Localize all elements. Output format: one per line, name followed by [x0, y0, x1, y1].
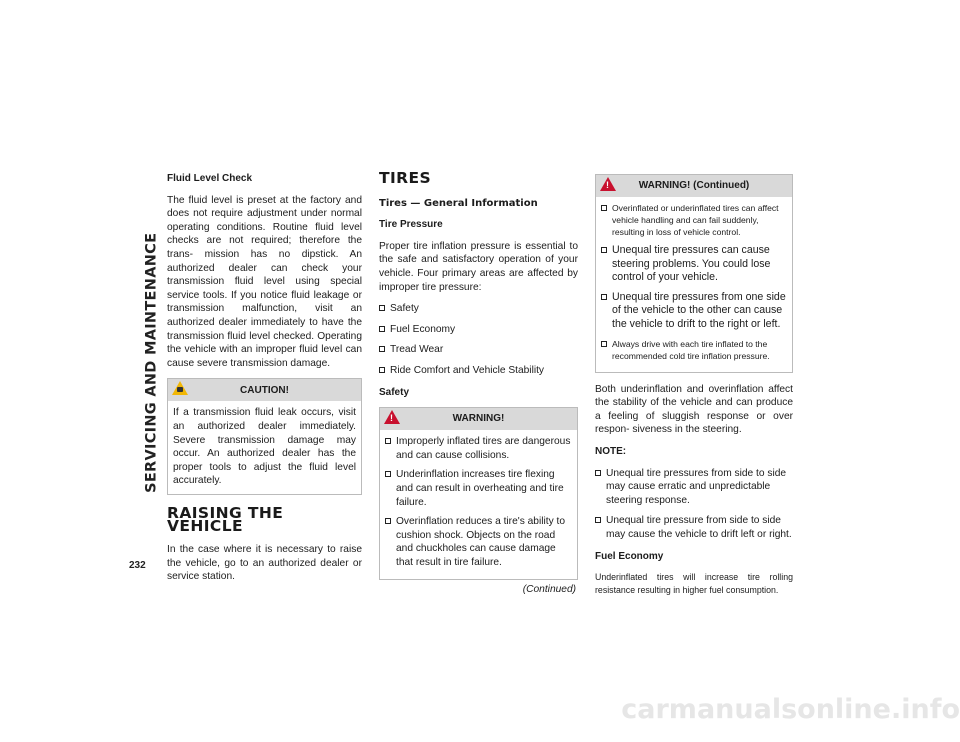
warning-header	[380, 408, 577, 430]
warning-icon	[384, 410, 400, 424]
watermark: carmanualsonline.info	[621, 694, 960, 725]
caution-box	[167, 378, 362, 495]
column-right	[595, 174, 793, 604]
caution-body	[168, 401, 361, 494]
warning-continued-box	[595, 174, 793, 373]
affected-areas-list	[379, 302, 578, 377]
tires-heading: TIRES	[379, 169, 432, 187]
warning-continued-title: WARNING! (Continued)	[638, 180, 750, 192]
fuel-economy-text: Underinflated tires will increase tire rolling resistance resulting in higher fuel consumption.	[595, 572, 793, 595]
tires-general-heading: Tires — General Information	[379, 197, 538, 209]
warning-continued-header	[596, 175, 792, 197]
note-list	[595, 467, 793, 542]
raising-vehicle-heading: RAISING THE VEHICLE	[167, 503, 284, 536]
list-item: Unequal tire pressure from side to side may cause the vehicle to drift left or right.	[595, 514, 793, 541]
note-label: NOTE:	[595, 445, 627, 457]
tire-pressure-heading: Tire Pressure	[379, 219, 443, 231]
list-item: Improperly inflated tires are dangerous and can cause collisions.	[385, 435, 572, 462]
warning-box	[379, 407, 578, 580]
section-side-title-text: SERVICING AND MAINTENANCE	[143, 232, 160, 493]
list-item: Always drive with each tire inflated to the recommended cold tire inflation pressure.	[601, 338, 787, 362]
raising-vehicle-text: In the case where it is necessary to raise the vehicle, go to an authorized dealer or service station.	[167, 544, 362, 583]
caution-header	[168, 379, 361, 401]
caution-text: If a transmission fluid leak occurs, visit an authorized dealer immediately. Severe transmission damage may occur. An authorized dealer has the proper tools to adjust the fluid level accurately.	[173, 407, 356, 487]
warning-list	[385, 435, 572, 569]
safety-heading: Safety	[379, 386, 410, 398]
list-item: Tread Wear	[379, 343, 578, 357]
column-left	[167, 172, 362, 592]
list-item: Safety	[379, 302, 578, 316]
caution-icon	[172, 381, 188, 395]
list-item: Unequal tire pressures from side to side may cause erratic and unpredictable steering response.	[595, 467, 793, 508]
page-number: 232	[129, 560, 146, 571]
list-item: Overinflation reduces a tire's ability to cushion shock. Objects on the road and chuckholes can cause damage that result in tire failure.	[385, 515, 572, 569]
warning-continued-body	[596, 197, 792, 372]
list-item: Ride Comfort and Vehicle Stability	[379, 364, 578, 378]
warning-body	[380, 430, 577, 579]
fuel-economy-heading: Fuel Economy	[595, 550, 664, 562]
list-item: Unequal tire pressures can cause steering problems. You could lose control of your vehicle.	[601, 244, 787, 285]
continued-label: (Continued)	[522, 584, 576, 596]
fluid-level-heading: Fluid Level Check	[167, 173, 253, 184]
caution-title: CAUTION!	[240, 384, 289, 396]
stability-text: Both underinflation and overinflation affect the stability of the vehicle and can produce a feeling of sluggish response or over respon- siveness in the steering.	[595, 383, 793, 436]
warning-icon	[600, 177, 616, 191]
warning-continued-list	[601, 202, 787, 362]
list-item: Overinflated or underinflated tires can affect vehicle handling and can fail suddenly, resulting in loss of vehicle control.	[601, 202, 787, 238]
fluid-level-text: The fluid level is preset at the factory and does not require adjustment under normal operating conditions. Routine fluid level checks are not required; therefore the trans- mission has no dipstick. An authorized dealer can check your transmission fluid level using special service tools. If you notice fluid leakage or transmission malfunction, visit an authorized dealer immediately to have the transmission fluid level checked. Operating the vehicle with an improper fluid level can cause severe transmission damage.	[167, 194, 362, 369]
list-item: Unequal tire pressures from one side of the vehicle to the other can cause the vehicle to drift to the right or left.	[601, 291, 787, 332]
column-middle	[379, 169, 578, 597]
section-side-title	[140, 164, 164, 561]
tire-pressure-text: Proper tire inflation pressure is essential to the safe and satisfactory operation of your vehicle. Four primary areas are affected by improper tire pressure:	[379, 240, 578, 293]
list-item: Underinflation increases tire flexing and can result in overheating and tire failure.	[385, 468, 572, 509]
warning-title: WARNING!	[452, 413, 505, 425]
list-item: Fuel Economy	[379, 323, 578, 337]
